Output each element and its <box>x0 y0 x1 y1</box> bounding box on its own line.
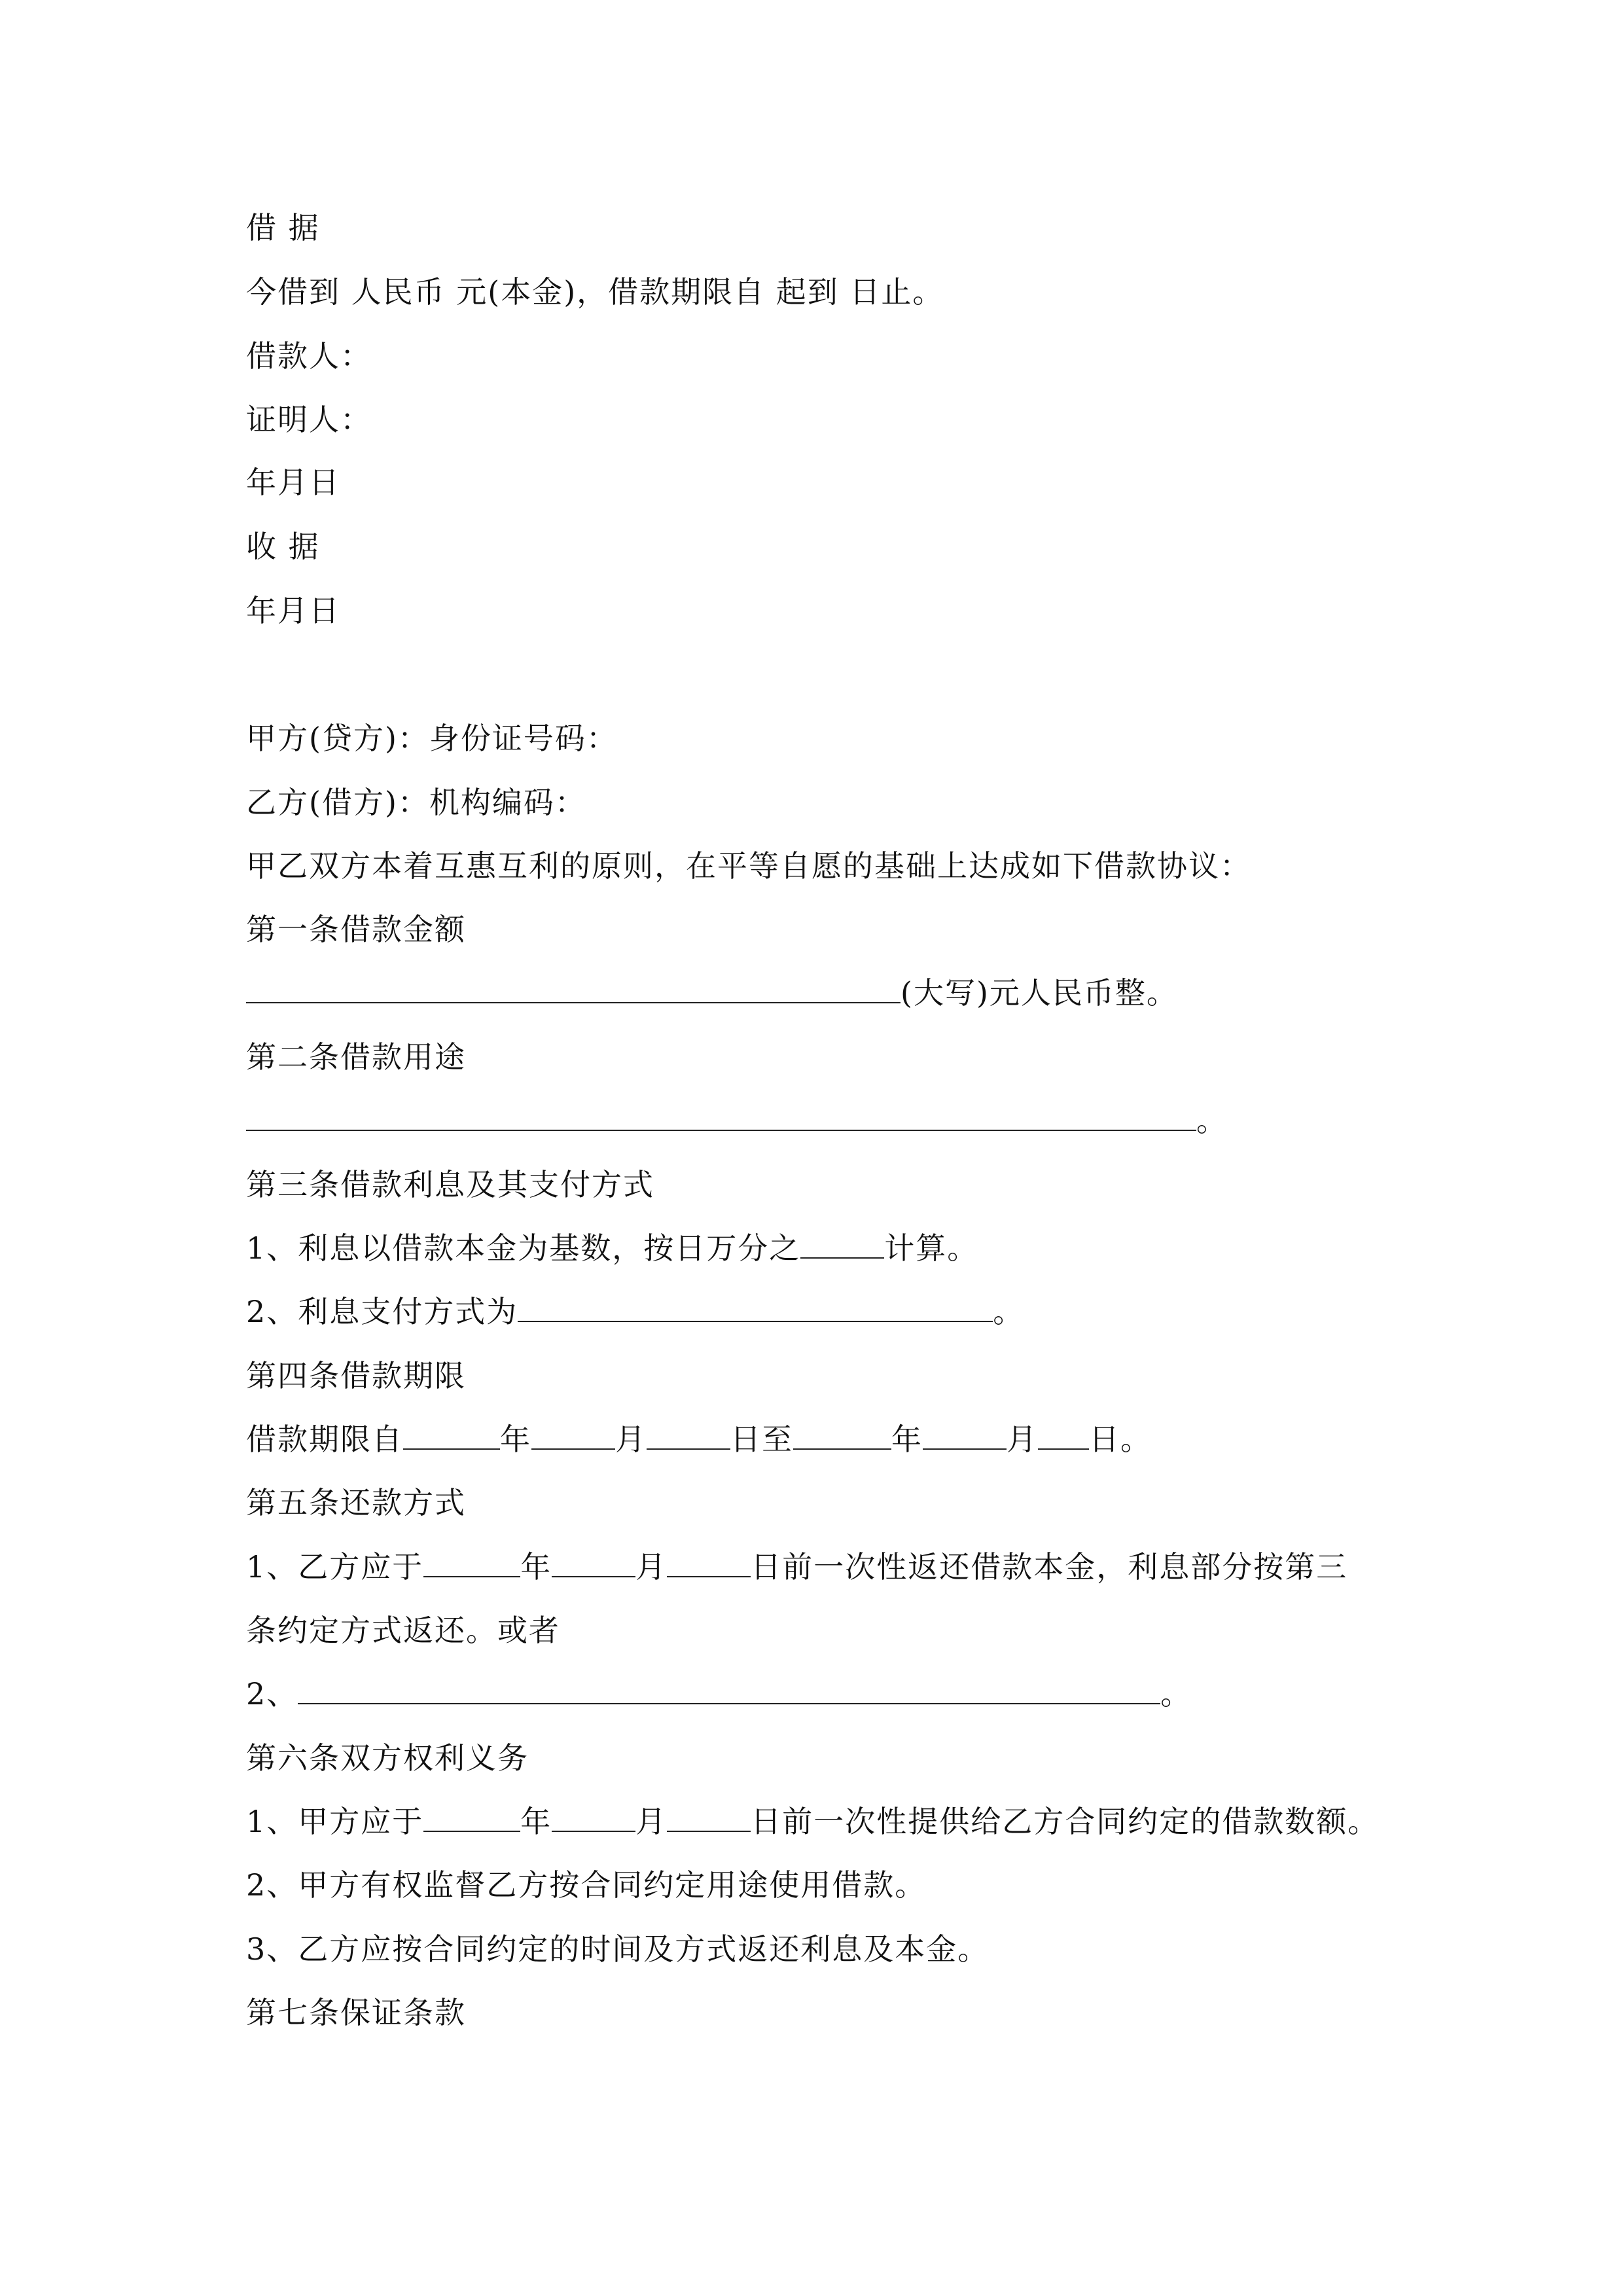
repay-alt-prefix: 2、 <box>246 1676 298 1712</box>
party-b-line: 乙方(借方)：机构编码： <box>246 785 586 820</box>
repay-year-blank[interactable] <box>423 1547 520 1577</box>
article-1-amount-line <box>246 973 1178 1013</box>
amount-blank[interactable] <box>246 973 901 1003</box>
provide-prefix: 1、甲方应于 <box>246 1804 424 1839</box>
provide-day-blank[interactable] <box>667 1802 751 1832</box>
party-a-line: 甲方(贷方)：身份证号码： <box>246 721 618 756</box>
article-1-title: 第一条借款金额 <box>246 912 466 947</box>
term-start-month-blank[interactable] <box>531 1420 615 1450</box>
repay-day-blank[interactable] <box>667 1547 751 1577</box>
article-3-item-1 <box>246 1229 978 1268</box>
term-to-label: 日至 <box>730 1422 793 1457</box>
provide-year-label: 年 <box>520 1804 552 1839</box>
repay-suffix: 日前一次性返还借款本金，利息部分按第三 <box>751 1549 1348 1585</box>
term-end-year-label: 年 <box>891 1422 923 1457</box>
article-6-item-2: 2、甲方有权监督乙方按合同约定用途使用借款。 <box>246 1867 927 1903</box>
provide-month-blank[interactable] <box>552 1802 635 1832</box>
article-2-title: 第二条借款用途 <box>246 1039 466 1075</box>
term-end-day-blank[interactable] <box>1038 1420 1089 1450</box>
article-5-title: 第五条还款方式 <box>246 1485 466 1520</box>
article-5-item-1-continued: 条约定方式返还。或者 <box>246 1613 560 1648</box>
interest-rate-suffix: 计算。 <box>884 1230 979 1266</box>
article-6-item-1 <box>246 1802 1379 1841</box>
payment-method-blank[interactable] <box>518 1292 993 1322</box>
term-end-month-blank[interactable] <box>923 1420 1007 1450</box>
article-6-title: 第六条双方权利义务 <box>246 1740 529 1776</box>
iou-title: 借 据 <box>246 210 320 245</box>
purpose-end: 。 <box>1196 1103 1228 1138</box>
repay-alt-suffix: 。 <box>1160 1676 1192 1712</box>
iou-witness-label: 证明人： <box>246 402 372 437</box>
repay-prefix: 1、乙方应于 <box>246 1549 424 1585</box>
receipt-title: 收 据 <box>246 529 320 564</box>
article-6-item-3: 3、乙方应按合同约定的时间及方式返还利息及本金。 <box>246 1931 990 1967</box>
iou-body: 今借到 人民币 元(本金)，借款期限自 起到 日止。 <box>246 274 944 310</box>
provide-year-blank[interactable] <box>423 1802 520 1832</box>
term-year-label: 年 <box>500 1422 531 1457</box>
purpose-blank[interactable] <box>246 1101 1196 1131</box>
payment-method-prefix: 2、利息支付方式为 <box>246 1294 518 1329</box>
article-4-title: 第四条借款期限 <box>246 1358 466 1393</box>
repay-month-label: 月 <box>635 1549 668 1585</box>
article-3-title: 第三条借款利息及其支付方式 <box>246 1167 654 1202</box>
term-start-day-blank[interactable] <box>647 1420 730 1450</box>
repay-alt-blank[interactable] <box>298 1674 1160 1704</box>
repay-month-blank[interactable] <box>552 1547 635 1577</box>
term-end-month-label: 月 <box>1007 1422 1038 1457</box>
iou-borrower-label: 借款人： <box>246 338 372 374</box>
iou-date-label: 年月日 <box>246 465 340 500</box>
payment-method-suffix: 。 <box>993 1294 1025 1329</box>
term-start-year-blank[interactable] <box>403 1420 500 1450</box>
term-from-label: 借款期限自 <box>246 1422 403 1457</box>
article-4-term-line <box>246 1420 1152 1459</box>
article-7-title: 第七条保证条款 <box>246 1995 466 2030</box>
term-end-year-blank[interactable] <box>793 1420 891 1450</box>
repay-year-label: 年 <box>520 1549 552 1585</box>
contract-intro: 甲乙双方本着互惠互利的原则，在平等自愿的基础上达成如下借款协议： <box>246 848 1251 884</box>
article-5-item-1 <box>246 1547 1347 1587</box>
interest-rate-prefix: 1、利息以借款本金为基数，按日万分之 <box>246 1230 801 1266</box>
article-5-item-2 <box>246 1674 1192 1713</box>
term-month-label: 月 <box>615 1422 647 1457</box>
article-3-item-2 <box>246 1292 1024 1331</box>
provide-suffix: 日前一次性提供给乙方合同约定的借款数额。 <box>751 1804 1380 1839</box>
interest-rate-blank[interactable] <box>800 1229 884 1259</box>
article-2-purpose-line <box>246 1101 1228 1140</box>
amount-suffix: (大写)元人民币整。 <box>901 975 1178 1011</box>
provide-month-label: 月 <box>635 1804 668 1839</box>
receipt-date-label: 年月日 <box>246 593 340 628</box>
term-end-day-label: 日。 <box>1089 1422 1152 1457</box>
